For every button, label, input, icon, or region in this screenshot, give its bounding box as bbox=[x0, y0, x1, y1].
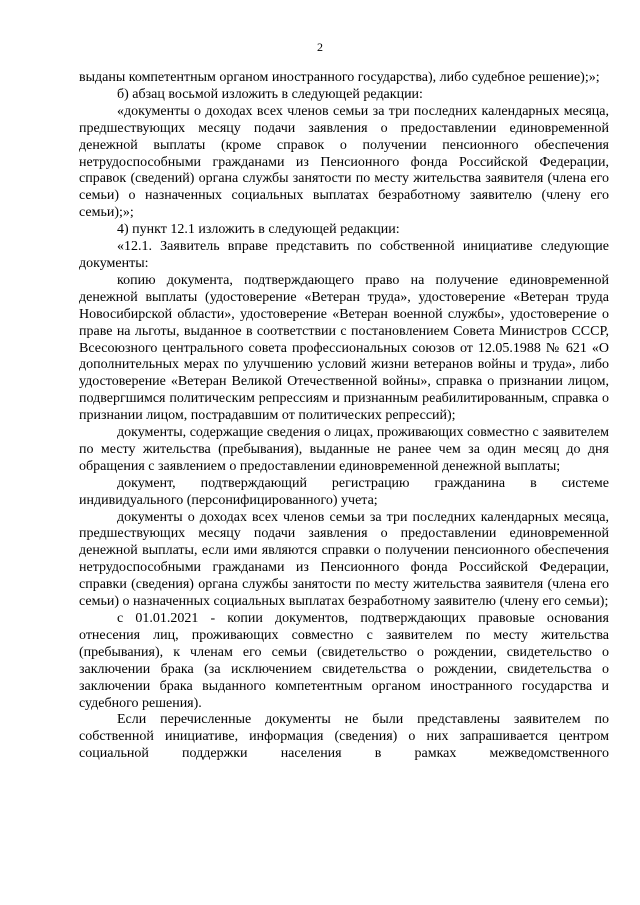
document-body bbox=[79, 70, 609, 763]
paragraph: б) абзац восьмой изложить в следующей редакции: bbox=[117, 86, 423, 102]
paragraph: документы, содержащие сведения о лицах, проживающих совместно с заявителем по месту жительства (пребывания), выданные не ранее чем за один месяц до дня обращения с заявлением о предоставлении единовременной денежной выплаты; bbox=[79, 425, 609, 474]
paragraph: «документы о доходах всех членов семьи за три последних календарных месяца, предшествующих месяцу подачи заявления о предоставлении единовременной денежной выплаты (кроме справок о получении пенсионного обеспечения нетрудоспособными гражданами из Пенсионного фонда Российской Федерации, справок (сведений) органа службы занятости по месту жительства заявителя (члена его семьи) о назначенных социальных выплатах безработному заявителю (члену его семьи);»; bbox=[79, 103, 609, 221]
paragraph: 4) пункт 12.1 изложить в следующей редакции: bbox=[117, 222, 400, 238]
paragraph: копию документа, подтверждающего право на получение единовременной денежной выплаты (удостоверение «Ветеран труда», удостоверение «Ветеран труда Новосибирской области», удостоверение «Ветеран военной службы», удостоверение о праве на льготы, выданное в соответствии с постановлением Совета Министров СССР, Всесоюзного центрального совета профессиональных союзов от 12.05.1988 № 621 «О дополнительных мерах по улучшению условий жизни ветеранов войны и труда», либо удостоверение «Ветеран Великой Отечественной войны», справка о признании лицом, подвергшимся политическим репрессиям и признанным реабилитированным, справка о признании лицом, пострадавшим от политических репрессий); bbox=[79, 272, 609, 424]
paragraph: документы о доходах всех членов семьи за три последних календарных месяца, предшествующих месяцу подачи заявления о предоставлении единовременной денежной выплаты, если ими являются справки о получении пенсионного обеспечения нетрудоспособными гражданами из Пенсионного фонда Российской Федерации, справки (сведения) органа службы занятости по месту жительства заявителя (члена его семьи) о назначенных социальных выплатах безработному заявителю (члену его семьи); bbox=[79, 509, 609, 610]
page-number: 2 bbox=[317, 40, 323, 54]
paragraph: «12.1. Заявитель вправе представить по собственной инициативе следующие документы: bbox=[79, 239, 609, 271]
paragraph: с 01.01.2021 - копии документов, подтверждающих правовые основания отнесения лиц, проживающих совместно с заявителем по месту жительства (пребывания), к членам его семьи (свидетельство о рождении, свидетельство о заключении брака (за исключением свидетельства о рождении, свидетельства о заключении брака выданного компетентным органом иностранного государства и судебного решения). bbox=[79, 611, 609, 711]
paragraph: выданы компетентным органом иностранного государства), либо судебное решение);»; bbox=[79, 70, 600, 85]
paragraph: документ, подтверждающий регистрацию гражданина в системе индивидуального (персонифицированного) учета; bbox=[79, 475, 609, 508]
paragraph: Если перечисленные документы не были представлены заявителем по собственной инициативе, информация (сведения) о них запрашивается центром социальной поддержки населения в рамках межведомственного bbox=[79, 712, 609, 762]
